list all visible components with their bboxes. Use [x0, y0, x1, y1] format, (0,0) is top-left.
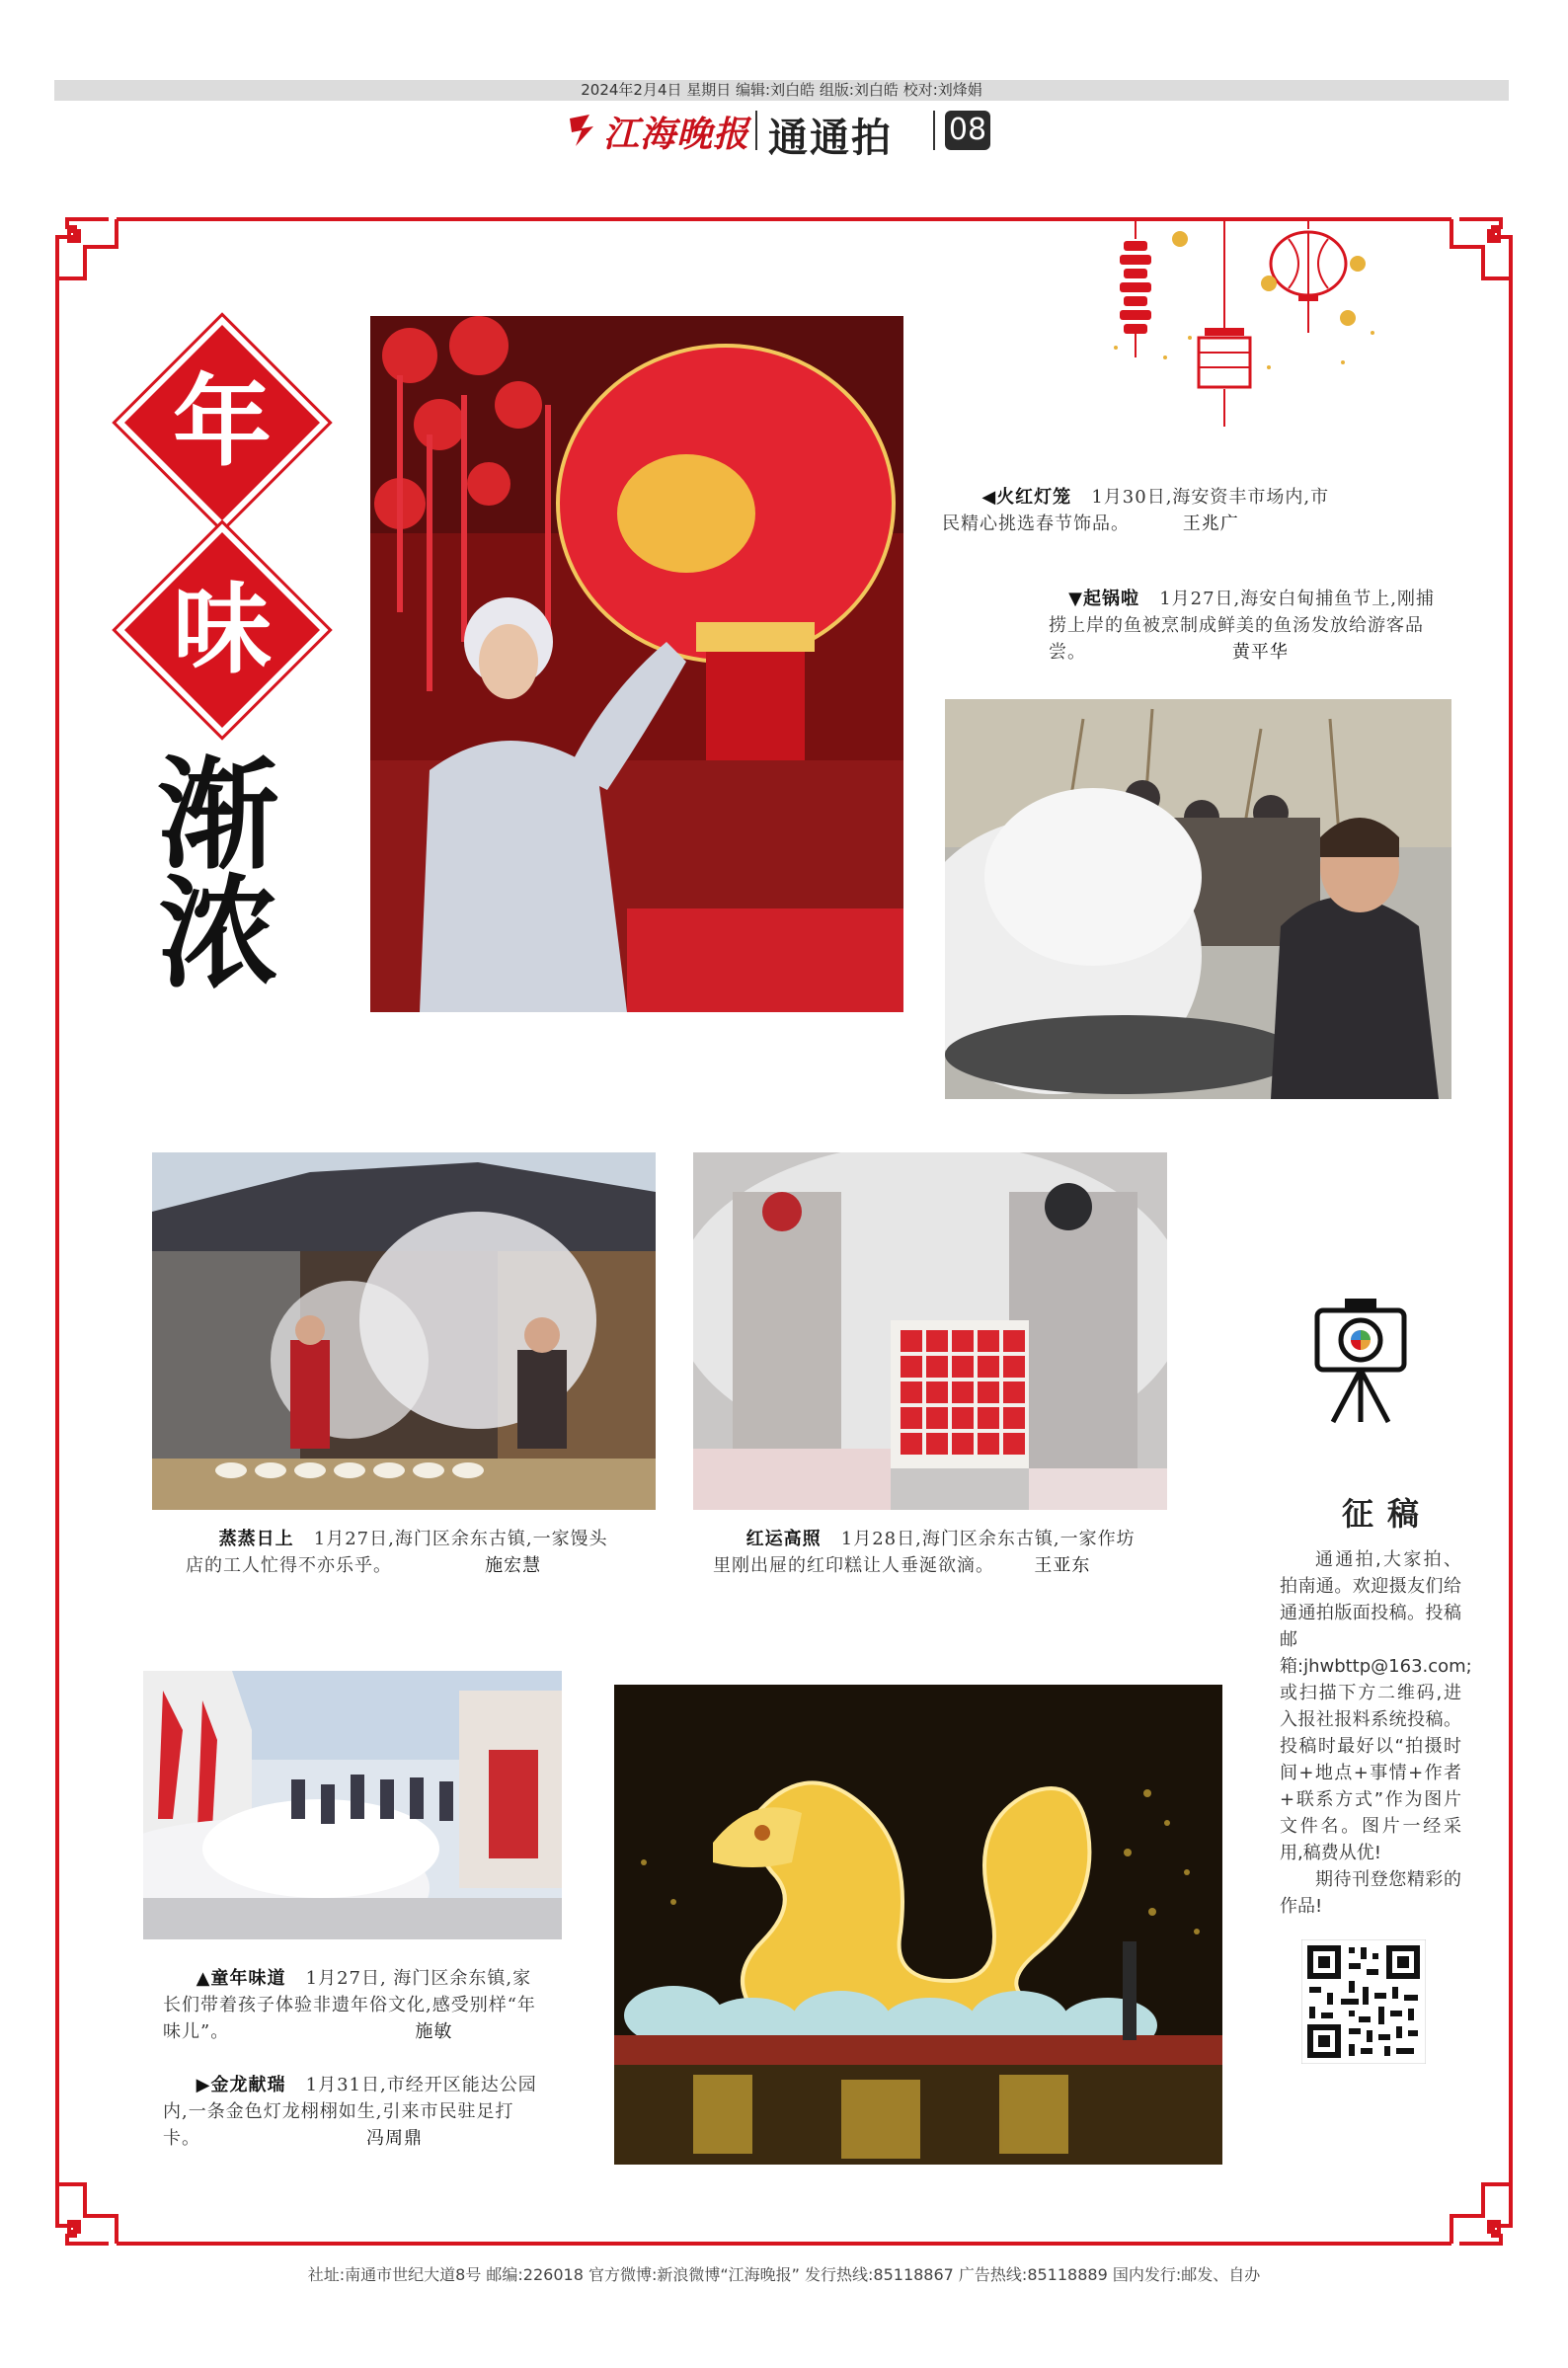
- caption-author: 王亚东: [1034, 1555, 1091, 1576]
- masthead-divider: [933, 111, 935, 150]
- title-diamond-1: [114, 314, 331, 531]
- call-paragraph: 通通拍,大家拍、拍南通。欢迎摄友们给通通拍版面投稿。投稿邮箱:jhwbttp@163.com;或扫描下方二维码,进入报社报料系统投稿。投稿时最好以“拍摄时间+地点+事情+作者+联系方式”作为图片文件名。图片一经采用,稿费从优!: [1280, 1549, 1472, 1863]
- title-char-2: 味: [173, 572, 272, 687]
- caption-text: 1月28日,海门区余东古镇,一家作坊里刚出屉的红印糕让人垂涎欲滴。: [713, 1529, 1136, 1576]
- masthead: [568, 105, 1002, 161]
- dateline-bar: 2024年2月4日 星期日 编辑:刘白皓 组版:刘白皓 校对:刘烽娟: [54, 80, 1509, 101]
- caption-author: 黄平华: [1231, 642, 1289, 663]
- photo-red-lantern: [370, 316, 903, 1012]
- qr-code[interactable]: [1301, 1939, 1426, 2064]
- caption-title: ▼起锅啦: [1068, 589, 1140, 609]
- title-diamond-2: [114, 521, 331, 739]
- section-name: 通通拍: [768, 115, 893, 161]
- caption-text: 1月31日,市经开区能达公园内,一条金色灯龙栩栩如生,引来市民驻足打卡。: [163, 2075, 537, 2149]
- title-char-1: 年: [173, 364, 272, 480]
- photo-children-snow: [143, 1671, 562, 1939]
- photo-red-cakes: [693, 1152, 1167, 1510]
- caption-title: ◀火红灯笼: [981, 487, 1072, 508]
- call-paragraph: 期待刊登您精彩的作品!: [1280, 1869, 1461, 1917]
- caption-author: 施敏: [415, 2021, 453, 2042]
- photo-fish-soup: [945, 699, 1451, 1099]
- caption-steam: [186, 1526, 620, 1579]
- caption-author: 施宏慧: [485, 1555, 542, 1576]
- caption-title: ▶金龙献瑞: [196, 2075, 286, 2095]
- caption-author: 王兆广: [1182, 513, 1239, 534]
- footer-info: 社址:南通市世纪大道8号 邮编:226018 官方微博:新浪微博“江海晚报” 发行热线:85118867 广告热线:85118889 国内发行:邮发、自办: [307, 2265, 1261, 2284]
- caption-title: 红运高照: [745, 1529, 822, 1549]
- camera-tripod-icon: [1311, 1289, 1410, 1427]
- title-char-4: 浓: [158, 864, 278, 1004]
- paper-name: 江海晚报: [603, 114, 750, 155]
- page-number: 08: [945, 111, 990, 150]
- caption-title: 蒸蒸日上: [218, 1529, 294, 1549]
- caption-text: 1月27日,海门区余东古镇,一家馒头店的工人忙得不亦乐乎。: [186, 1529, 608, 1576]
- call-for-submissions-body: [1280, 1546, 1472, 1920]
- paper-logo-icon: [568, 111, 601, 150]
- caption-title: ▲童年味道: [196, 1968, 286, 1989]
- caption-child: [163, 1965, 543, 2045]
- caption-lantern: [942, 484, 1337, 537]
- caption-fish: [1049, 586, 1449, 666]
- title-char-3: 渐: [158, 746, 278, 886]
- caption-author: 冯周鼎: [366, 2128, 424, 2149]
- masthead-divider: [755, 111, 757, 150]
- photo-steamed-buns: [152, 1152, 656, 1510]
- caption-text: 1月30日,海安资丰市场内,市民精心挑选春节饰品。: [942, 487, 1330, 534]
- call-for-submissions-title: 征稿: [1341, 1495, 1433, 1533]
- caption-cake: [713, 1526, 1147, 1579]
- caption-text: 1月27日,海安白甸捕鱼节上,刚捕捞上岸的鱼被烹制成鲜美的鱼汤发放给游客品尝。: [1049, 589, 1435, 663]
- lantern-decoration: [1096, 219, 1392, 476]
- photo-golden-dragon: [614, 1685, 1222, 2165]
- caption-text: 1月27日, 海门区余东镇,家长们带着孩子体验非遗年俗文化,感受别样“年味儿”。: [163, 1968, 536, 2042]
- caption-dragon: [163, 2072, 543, 2152]
